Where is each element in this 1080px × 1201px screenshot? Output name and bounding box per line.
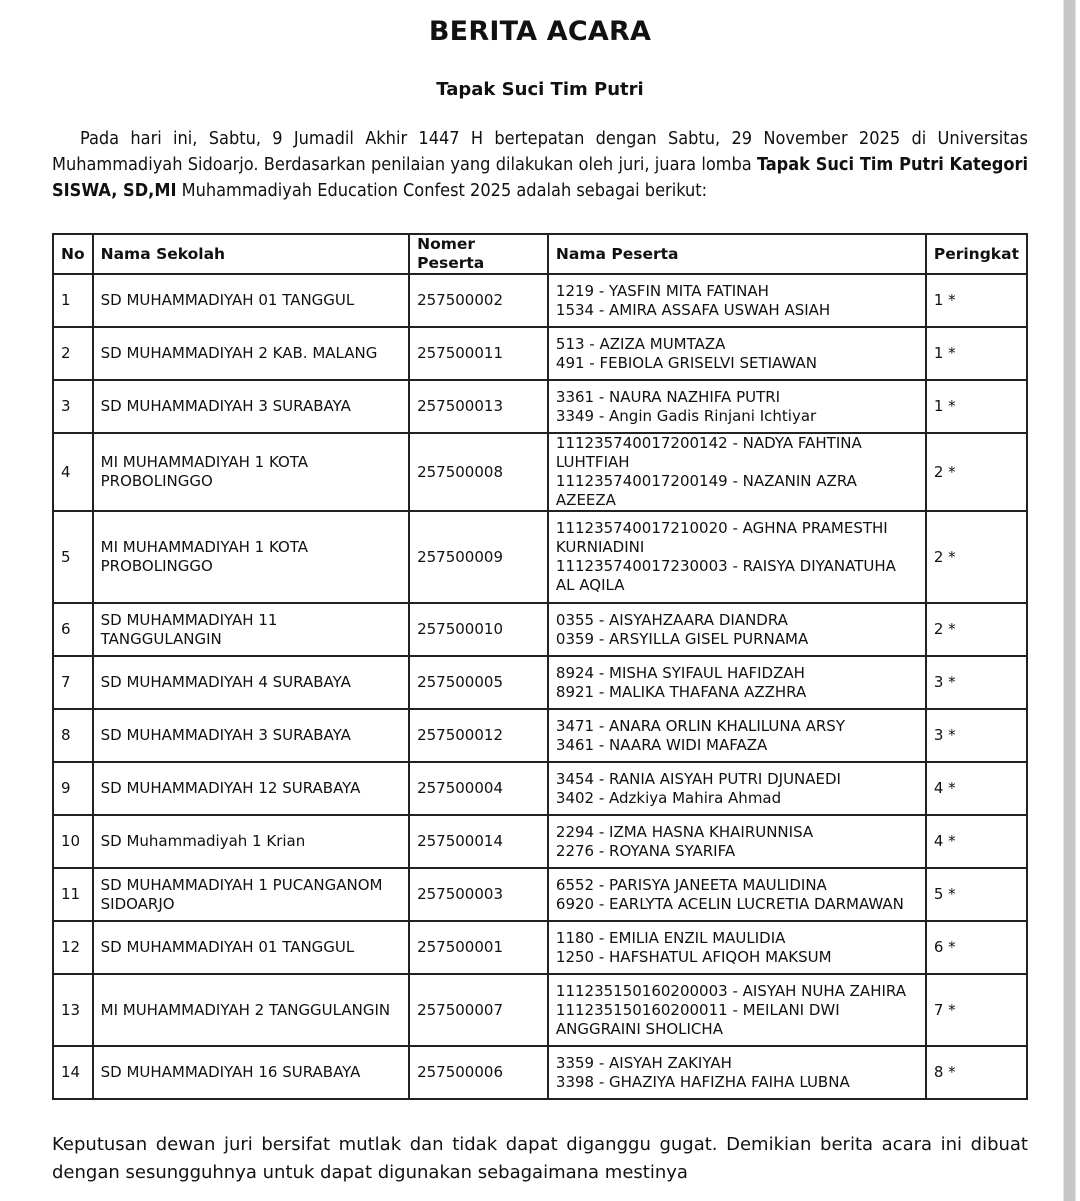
- cell-school: MI MUHAMMADIYAH 1 KOTA PROBOLINGGO: [93, 433, 409, 511]
- cell-rank: 2 *: [926, 433, 1027, 511]
- cell-school: SD MUHAMMADIYAH 01 TANGGUL: [93, 274, 409, 327]
- table-header-row: [53, 234, 1027, 274]
- header-rank: Peringkat: [926, 234, 1027, 274]
- cell-no: 13: [53, 974, 93, 1046]
- table-row: [53, 656, 1027, 709]
- table-row: [53, 433, 1027, 511]
- table-row: [53, 327, 1027, 380]
- cell-no: 10: [53, 815, 93, 868]
- participant-name: 111235740017200149 - NAZANIN AZRA AZEEZA: [555, 472, 857, 509]
- cell-rank: 6 *: [926, 921, 1027, 974]
- cell-no: 5: [53, 511, 93, 603]
- participant-name: 3359 - AISYAH ZAKIYAH: [555, 1053, 732, 1072]
- cell-participant-number: 257500004: [409, 762, 548, 815]
- cell-no: 3: [53, 380, 93, 433]
- cell-participant-number: 257500014: [409, 815, 548, 868]
- table-row: [53, 1046, 1027, 1099]
- cell-rank: 4 *: [926, 815, 1027, 868]
- participant-name: 491 - FEBIOLA GRISELVI SETIAWAN: [555, 353, 817, 372]
- cell-no: 4: [53, 433, 93, 511]
- document-title: BERITA ACARA: [428, 16, 652, 47]
- results-table: [52, 233, 1028, 1100]
- cell-school: SD MUHAMMADIYAH 1 PUCANGANOM SIDOARJO: [93, 868, 409, 921]
- participant-name: 3454 - RANIA AISYAH PUTRI DJUNAEDI: [555, 769, 841, 788]
- header-participant-number: Nomer Peserta: [409, 234, 548, 274]
- cell-school: SD Muhammadiyah 1 Krian: [93, 815, 409, 868]
- table-row: [53, 380, 1027, 433]
- participant-name: 8924 - MISHA SYIFAUL HAFIDZAH: [555, 663, 805, 682]
- table-row: [53, 974, 1027, 1046]
- cell-participant-names: [548, 868, 926, 921]
- cell-participant-names: [548, 709, 926, 762]
- cell-school: SD MUHAMMADIYAH 12 SURABAYA: [93, 762, 409, 815]
- closing-statement: Keputusan dewan juri bersifat mutlak dan tidak dapat diganggu gugat. Demikian berita acara ini dibuat dengan sesungguhnya untuk dapat digunakan sebagaimana mestinya: [52, 1134, 1028, 1183]
- header-school: Nama Sekolah: [93, 234, 409, 274]
- participant-name: 3349 - Angin Gadis Rinjani Ichtiyar: [555, 406, 817, 425]
- cell-participant-number: 257500012: [409, 709, 548, 762]
- participant-name: 1534 - AMIRA ASSAFA USWAH ASIAH: [555, 300, 831, 319]
- cell-no: 8: [53, 709, 93, 762]
- table-row: [53, 709, 1027, 762]
- cell-participant-names: [548, 327, 926, 380]
- participant-name: 111235740017210020 - AGHNA PRAMESTHI KURNIADINI: [555, 519, 888, 556]
- table-row: [53, 762, 1027, 815]
- cell-no: 11: [53, 868, 93, 921]
- participant-name: 3398 - GHAZIYA HAFIZHA FAIHA LUBNA: [555, 1072, 850, 1091]
- cell-rank: 1 *: [926, 380, 1027, 433]
- cell-participant-number: 257500009: [409, 511, 548, 603]
- participant-name: 111235740017230003 - RAISYA DIYANATUHA AL AQILA: [555, 557, 896, 594]
- cell-rank: 8 *: [926, 1046, 1027, 1099]
- cell-rank: 5 *: [926, 868, 1027, 921]
- cell-no: 7: [53, 656, 93, 709]
- intro-text-1: Pada hari ini, Sabtu, 9 Jumadil Akhir 1447 H bertepatan dengan Sabtu, 29 November 2025 di Universitas Muhammadiyah Sidoarjo. Berdasarkan penilaian yang dilakukan oleh juri, juara lomba: [52, 128, 1028, 175]
- cell-participant-number: 257500008: [409, 433, 548, 511]
- cell-participant-number: 257500006: [409, 1046, 548, 1099]
- cell-participant-number: 257500007: [409, 974, 548, 1046]
- participant-name: 0355 - AISYAHZAARA DIANDRA: [555, 610, 788, 629]
- table-row: [53, 921, 1027, 974]
- cell-school: SD MUHAMMADIYAH 16 SURABAYA: [93, 1046, 409, 1099]
- table-row: [53, 815, 1027, 868]
- cell-school: SD MUHAMMADIYAH 4 SURABAYA: [93, 656, 409, 709]
- cell-participant-names: [548, 274, 926, 327]
- cell-rank: 7 *: [926, 974, 1027, 1046]
- cell-no: 1: [53, 274, 93, 327]
- cell-rank: 1 *: [926, 327, 1027, 380]
- cell-participant-names: [548, 815, 926, 868]
- cell-rank: 2 *: [926, 603, 1027, 656]
- cell-participant-number: 257500005: [409, 656, 548, 709]
- table-row: [53, 868, 1027, 921]
- participant-name: 111235150160200011 - MEILANI DWI ANGGRAINI SHOLICHA: [555, 1000, 840, 1038]
- cell-participant-number: 257500010: [409, 603, 548, 656]
- participant-name: 3361 - NAURA NAZHIFA PUTRI: [555, 387, 781, 406]
- participant-name: 2276 - ROYANA SYARIFA: [555, 841, 736, 860]
- cell-participant-number: 257500002: [409, 274, 548, 327]
- cell-participant-names: [548, 511, 926, 603]
- cell-no: 14: [53, 1046, 93, 1099]
- cell-participant-names: [548, 603, 926, 656]
- cell-participant-number: 257500011: [409, 327, 548, 380]
- participant-name: 6552 - PARISYA JANEETA MAULIDINA: [555, 875, 827, 894]
- participant-name: 3402 - Adzkiya Mahira Ahmad: [555, 788, 782, 807]
- cell-no: 2: [53, 327, 93, 380]
- participant-name: 3461 - NAARA WIDI MAFAZA: [555, 735, 768, 754]
- cell-rank: 3 *: [926, 656, 1027, 709]
- intro-bold-competition: Tapak Suci Tim Putri Kategori SISWA, SD,MI: [52, 154, 1028, 201]
- table-row: [53, 511, 1027, 603]
- participant-name: 111235740017200142 - NADYA FAHTINA LUHTFIAH: [555, 434, 862, 471]
- cell-rank: 4 *: [926, 762, 1027, 815]
- intro-paragraph: [52, 126, 1028, 204]
- participant-name: 6920 - EARLYTA ACELIN LUCRETIA DARMAWAN: [555, 894, 904, 913]
- cell-school: SD MUHAMMADIYAH 01 TANGGUL: [93, 921, 409, 974]
- header-no: No: [53, 234, 93, 274]
- vertical-scrollbar[interactable]: [1063, 0, 1076, 1201]
- participant-name: 2294 - IZMA HASNA KHAIRUNNISA: [555, 822, 814, 841]
- document-subtitle: Tapak Suci Tim Putri: [436, 79, 644, 100]
- cell-participant-names: [548, 1046, 926, 1099]
- cell-participant-names: [548, 433, 926, 511]
- participant-name: 3471 - ANARA ORLIN KHALILUNA ARSY: [555, 716, 845, 735]
- cell-no: 6: [53, 603, 93, 656]
- participant-name: 111235150160200003 - AISYAH NUHA ZAHIRA: [555, 981, 906, 1000]
- participant-name: 0359 - ARSYILLA GISEL PURNAMA: [555, 629, 809, 648]
- cell-school: MI MUHAMMADIYAH 1 KOTA PROBOLINGGO: [93, 511, 409, 603]
- cell-school: SD MUHAMMADIYAH 11 TANGGULANGIN: [93, 603, 409, 656]
- table-row: [53, 603, 1027, 656]
- cell-participant-names: [548, 974, 926, 1046]
- cell-school: SD MUHAMMADIYAH 3 SURABAYA: [93, 709, 409, 762]
- participant-name: 513 - AZIZA MUMTAZA: [555, 334, 726, 353]
- participant-name: 8921 - MALIKA THAFANA AZZHRA: [555, 682, 807, 701]
- participant-name: 1219 - YASFIN MITA FATINAH: [555, 281, 769, 300]
- cell-rank: 1 *: [926, 274, 1027, 327]
- cell-participant-number: 257500013: [409, 380, 548, 433]
- intro-text-2: Muhammadiyah Education Confest 2025 adalah sebagai berikut:: [176, 180, 708, 201]
- cell-no: 12: [53, 921, 93, 974]
- cell-participant-names: [548, 921, 926, 974]
- cell-participant-names: [548, 380, 926, 433]
- cell-participant-number: 257500001: [409, 921, 548, 974]
- participant-name: 1180 - EMILIA ENZIL MAULIDIA: [555, 928, 786, 947]
- cell-rank: 3 *: [926, 709, 1027, 762]
- cell-participant-number: 257500003: [409, 868, 548, 921]
- cell-participant-names: [548, 762, 926, 815]
- cell-no: 9: [53, 762, 93, 815]
- header-participant-names: Nama Peserta: [548, 234, 926, 274]
- cell-school: SD MUHAMMADIYAH 2 KAB. MALANG: [93, 327, 409, 380]
- participant-name: 1250 - HAFSHATUL AFIQOH MAKSUM: [555, 947, 832, 966]
- cell-participant-names: [548, 656, 926, 709]
- cell-rank: 2 *: [926, 511, 1027, 603]
- cell-school: MI MUHAMMADIYAH 2 TANGGULANGIN: [93, 974, 409, 1046]
- cell-school: SD MUHAMMADIYAH 3 SURABAYA: [93, 380, 409, 433]
- table-row: [53, 274, 1027, 327]
